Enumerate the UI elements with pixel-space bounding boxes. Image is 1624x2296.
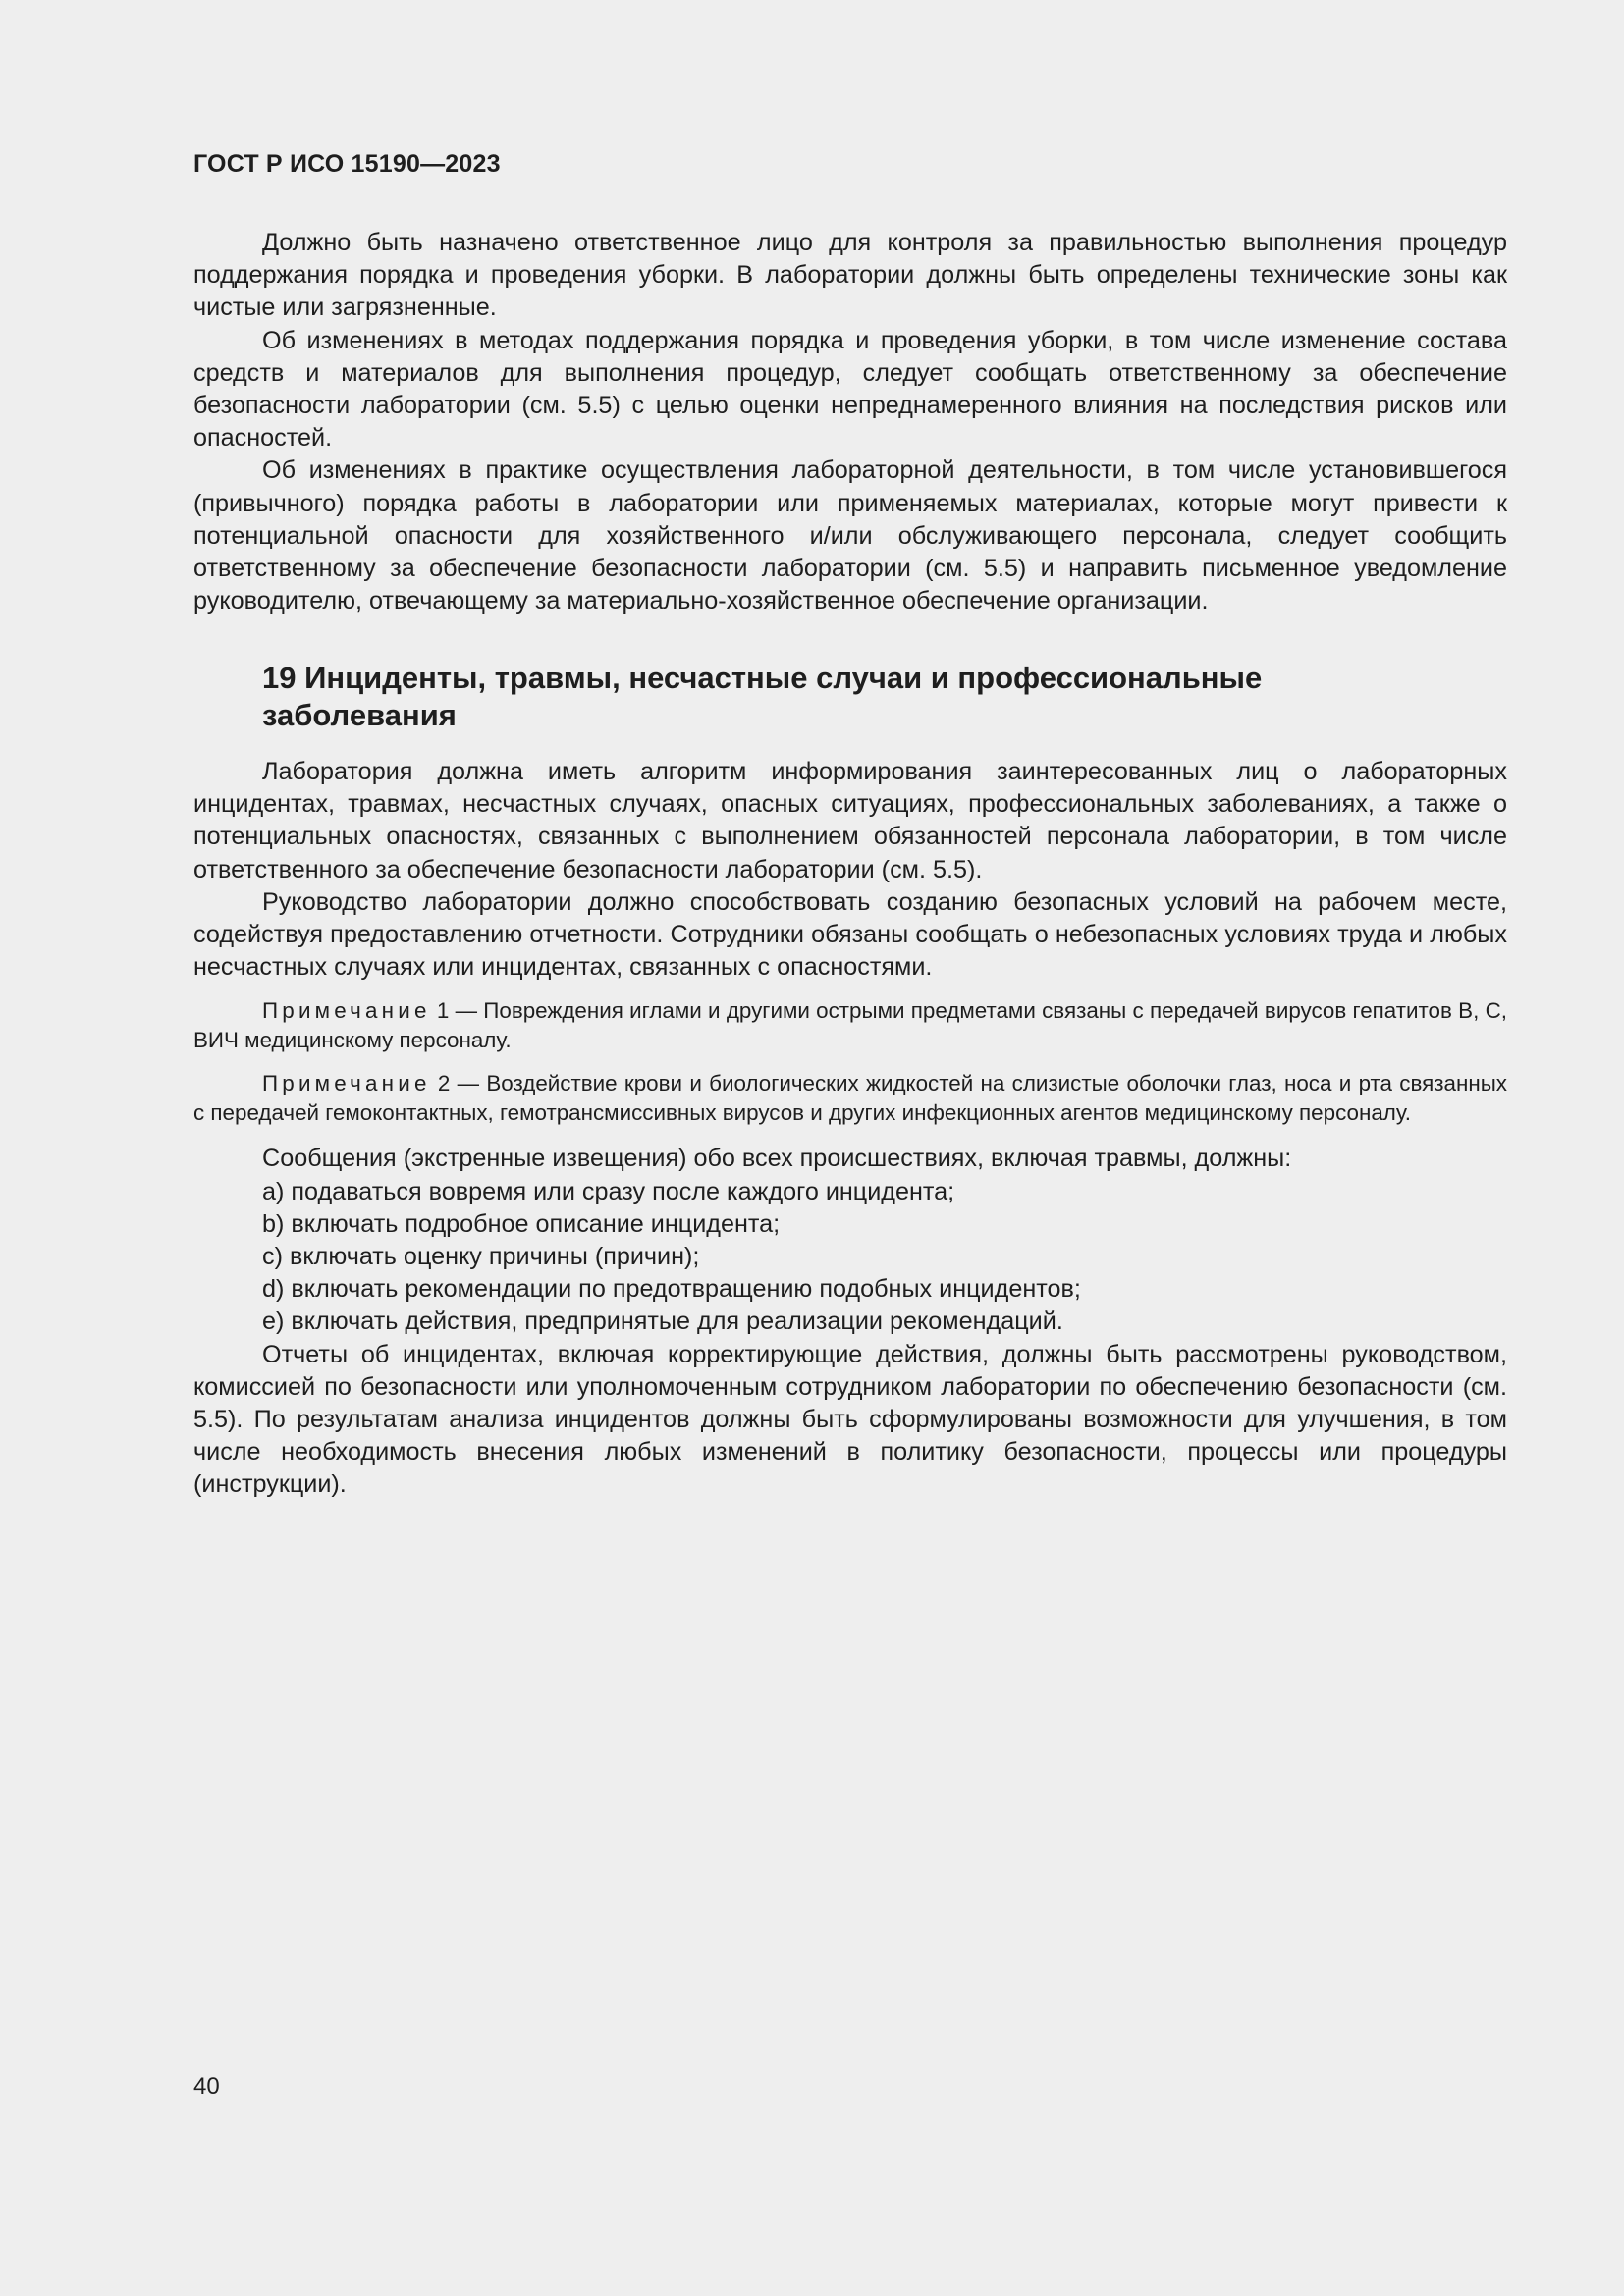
paragraph: Лаборатория должна иметь алгоритм информирования заинтересованных лиц о лабораторных инцидентах, травмах, несчастных случаях, опасных ситуациях, профессиональных заболеваниях, а также о потенциальных опасностях, связанных с выполнением обязанностей персонала лаборатории, в том числе ответственного за обеспечение безопасности лаборатории (см. 5.5). — [193, 758, 1507, 883]
paragraph: Об изменениях в методах поддержания порядка и проведения уборки, в том числе изменение состава средств и материалов для выполнения процедур, следует сообщать ответственному за обеспечение безопасности лаборатории (см. 5.5) с целью оценки непреднамеренного влияния на последствия рисков или опасностей. — [193, 326, 1507, 453]
page-number: 40 — [193, 2073, 220, 2100]
paragraph: Руководство лаборатории должно способствовать созданию безопасных условий на рабочем месте, содействуя предоставлению отчетности. Сотрудники обязаны сообщать о небезопасных условиях труда и любых несчастных случаях или инцидентах, связанных с опасностями. — [193, 887, 1507, 982]
note — [193, 1069, 1507, 1128]
paragraph: Должно быть назначено ответственное лицо для контроля за правильностью выполнения процедур поддержания порядка и проведения уборки. В лаборатории должны быть определены технические зоны как чистые или загрязненные. — [193, 229, 1507, 322]
intro-block — [193, 227, 1507, 617]
paragraph: Отчеты об инцидентах, включая корректирующие действия, должны быть рассмотрены руководством, комиссией по безопасности или уполномоченным сотрудником лаборатории по обеспечению безопасности (см. 5.5). По результатам анализа инцидентов должны быть сформулированы возможности для улучшения, в том числе необходимость внесения любых изменений в политику безопасности, процессы или процедуры (инструкции). — [193, 1340, 1507, 1499]
note-text: 1 — Повреждения иглами и другими острыми предметами связаны с передачей вирусов гепатитов B, C, ВИЧ медицинскому персоналу. — [193, 998, 1507, 1053]
list-item: b) включать подробное описание инцидента; — [262, 1209, 781, 1238]
note — [193, 996, 1507, 1055]
list-item: e) включать действия, предпринятые для реализации рекомендаций. — [262, 1308, 1063, 1336]
list-intro: Сообщения (экстренные извещения) обо всех происшествиях, включая травмы, должны: — [262, 1145, 1292, 1173]
list-item: d) включать рекомендации по предотвращению подобных инцидентов; — [262, 1275, 1081, 1304]
list-item: a) подаваться вовремя или сразу после каждого инцидента; — [262, 1177, 955, 1205]
paragraph: Об изменениях в практике осуществления лабораторной деятельности, в том числе установившегося (привычного) порядка работы в лаборатории или применяемых материалах, которые могут привести к потенциальной опасности для хозяйственного и/или обслуживающего персонала, следует сообщить ответственному за обеспечение безопасности лаборатории (см. 5.5) и направить письменное уведомление руководителю, отвечающему за материально-хозяйственное обеспечение организации. — [193, 456, 1507, 615]
section-19 — [193, 660, 1507, 1502]
list-item: c) включать оценку причины (причин); — [262, 1243, 700, 1271]
note-label: Примечание — [262, 998, 431, 1024]
section-heading: 19 Инциденты, травмы, несчастные случаи и профессиональные заболевания — [262, 661, 1263, 732]
document-header: ГОСТ Р ИСО 15190—2023 — [193, 150, 501, 178]
note-text: 2 — Воздействие крови и биологических жидкостей на слизистые оболочки глаз, носа и рта связанных с передачей гемоконтактных, гемотрансмиссивных вирусов и других инфекционных агентов медицинскому персоналу. — [193, 1071, 1507, 1126]
note-label: Примечание — [262, 1071, 431, 1096]
